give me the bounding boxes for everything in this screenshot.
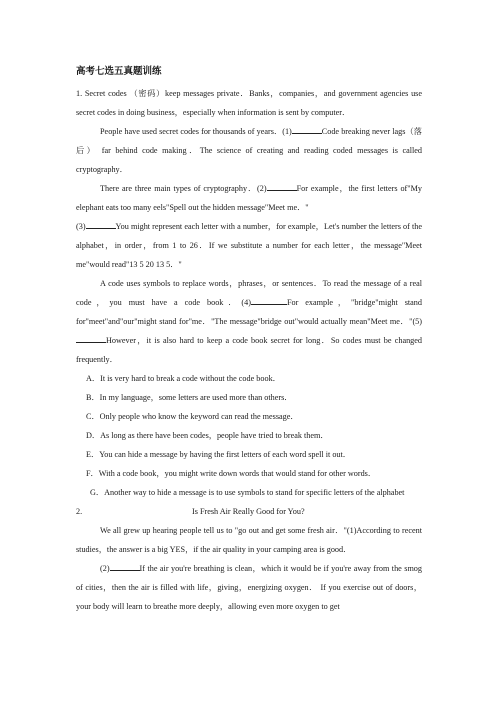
q1-paragraph-2-text-a: People have used secret codes for thousands of years．(1): [100, 127, 292, 136]
q1-paragraph-5-text-a: A code uses symbols to replace words，phrases，or sentences．To read the message of a real code，you must have a code book．(4): [76, 279, 422, 307]
q2-blank-2[interactable]: [110, 562, 140, 571]
q2-paragraph-2: [76, 559, 422, 616]
q1-paragraph-2: [76, 122, 422, 179]
q1-blank-1[interactable]: [292, 125, 322, 134]
q1-paragraph-5-text-b: For example，"bridge"might stand for"meet"and"our"might stand for"me．"The message"bridge out"would actually mean"Meet me．"(5): [76, 298, 422, 326]
q1-paragraph-4-text-a: (3): [76, 222, 86, 231]
option-c: C．Only people who know the keyword can read the message．: [86, 412, 299, 421]
option-f: F．With a code book，you might write down words that would stand for other words．: [86, 469, 377, 478]
q1-paragraph-3: [76, 179, 422, 217]
option-d: D．As long as there have been codes，people have tried to break them．: [86, 431, 329, 440]
q2-paragraph-2-text-b: If the air you're breathing is clean，which it would be if you're away from the smog of cities，then the air is filled with life，giving，energizing oxygen． If you exercise out of doors，your body will learn to breathe more deeply，allowing even more oxygen to get: [76, 564, 422, 611]
q1-paragraph-5-text-c: However，it is also hard to keep a code book secret for long．So codes must be changed frequently．: [76, 336, 422, 364]
q1-intro-paragraph: 1. Secret codes （密码）keep messages private．Banks，companies，and government agencies use secret codes in doing business，especially when information is sent by computer．: [76, 89, 422, 117]
option-a: A．It is very hard to break a code without the code book．: [86, 374, 281, 383]
document-body: [76, 84, 422, 616]
q2-header: [76, 502, 422, 521]
page-title: 高考七选五真题训练: [76, 66, 162, 77]
q2-number: 2.: [76, 507, 83, 516]
option-e: E．You can hide a message by having the first letters of each word spell it out．: [86, 450, 351, 459]
q1-blank-5[interactable]: [76, 334, 106, 343]
q1-paragraph-4: [76, 217, 422, 274]
q1-blank-4[interactable]: [251, 296, 287, 305]
option-b: B．In my language，some letters are used more than others．: [86, 393, 293, 402]
q1-blank-2[interactable]: [267, 182, 297, 191]
q1-paragraph-5: [76, 274, 422, 369]
q2-paragraph-2-text-a: (2): [100, 564, 110, 573]
q2-paragraph-1: We all grew up hearing people tell us to "go out and get some fresh air．"(1)According to recent studies，the answer is a big YES，if the air quality in your camping area is good．: [76, 526, 422, 554]
q1-paragraph-4-text-b: You might represent each letter with a number，for example，Let's number the letters of the alphabet，in order，from 1 to 26．If we substitute a number for each letter，the message"Meet me"would read"13 5 20 13 5．": [76, 222, 422, 269]
q1-paragraph-3-text-a: There are three main types of cryptography．(2): [100, 184, 267, 193]
q2-title: Is Fresh Air Really Good for You?: [192, 507, 305, 516]
q1-blank-3[interactable]: [86, 220, 116, 229]
q1-paragraph-2-text-b: Code breaking never lags（落后） far behind code making．The science of creating and reading coded messages is called cryptography．: [76, 127, 422, 174]
option-g: G．Another way to hide a message is to use symbols to stand for specific letters of the alphabet: [90, 488, 405, 497]
q1-paragraph-3-text-b: For example，the first letters of"My elephant eats too many eels"Spell out the hidden message"Meet me．": [76, 184, 422, 212]
